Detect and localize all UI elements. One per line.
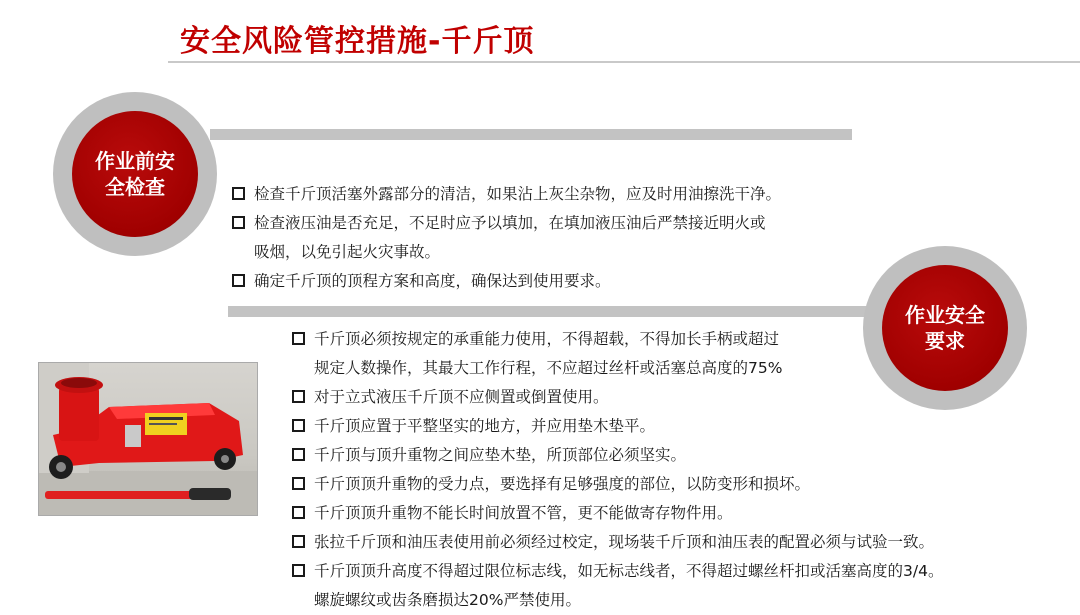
list-item-text: 千斤顶必须按规定的承重能力使用，不得超载，不得加长手柄或超过 bbox=[314, 330, 780, 348]
floor-jack-photo bbox=[38, 362, 258, 516]
checkbox-bullet-icon bbox=[292, 419, 305, 432]
list-item bbox=[292, 412, 943, 441]
section1-badge-inner bbox=[72, 111, 198, 237]
list-item-text: 千斤顶顶升重物不能长时间放置不管，更不能做寄存物件用。 bbox=[314, 504, 733, 522]
list-item-text: 千斤顶应置于平整坚实的地方，并应用垫木垫平。 bbox=[314, 417, 656, 435]
list-item bbox=[292, 499, 943, 528]
list-item-text: 检查千斤顶活塞外露部分的清洁，如果沾上灰尘杂物，应及时用油擦洗干净。 bbox=[254, 185, 782, 203]
list-item bbox=[292, 528, 943, 557]
list-item-text: 规定人数操作，其最大工作行程，不应超过丝杆或活塞总高度的75% bbox=[314, 359, 783, 377]
checkbox-bullet-icon bbox=[292, 390, 305, 403]
list-item-text: 千斤顶顶升重物的受力点，要选择有足够强度的部位，以防变形和损坏。 bbox=[314, 475, 811, 493]
list-item bbox=[232, 267, 781, 296]
title-divider bbox=[168, 61, 1080, 63]
section2-divider-bar bbox=[228, 306, 880, 317]
section1-divider-bar bbox=[210, 129, 852, 140]
list-item bbox=[292, 441, 943, 470]
checkbox-bullet-icon bbox=[232, 187, 245, 200]
section1-badge bbox=[53, 92, 217, 256]
list-item bbox=[232, 180, 781, 209]
checkbox-bullet-icon bbox=[292, 448, 305, 461]
list-item bbox=[292, 557, 943, 615]
checkbox-bullet-icon bbox=[292, 564, 305, 577]
list-item bbox=[292, 470, 943, 499]
pre-work-check-list bbox=[232, 180, 781, 296]
list-item-text: 检查液压油是否充足，不足时应予以填加，在填加液压油后严禁接近明火或 bbox=[254, 214, 766, 232]
checkbox-bullet-icon bbox=[292, 506, 305, 519]
page-title: 安全风险管控措施-千斤顶 bbox=[180, 24, 535, 59]
list-item-text: 千斤顶顶升高度不得超过限位标志线，如无标志线者，不得超过螺丝杆扣或活塞高度的3/4。 bbox=[314, 562, 944, 580]
floor-jack-illustration bbox=[39, 363, 257, 515]
list-item bbox=[232, 209, 781, 267]
list-item-text: 千斤顶与顶升重物之间应垫木垫，所顶部位必须坚实。 bbox=[314, 446, 687, 464]
section2-badge-line: 要求 bbox=[925, 329, 965, 353]
list-item-text: 螺旋螺纹或齿条磨损达20%严禁使用。 bbox=[314, 591, 581, 609]
checkbox-bullet-icon bbox=[292, 477, 305, 490]
section1-badge-line: 作业前安 bbox=[95, 149, 175, 173]
list-item bbox=[292, 325, 943, 383]
list-item-text: 确定千斤顶的顶程方案和高度，确保达到使用要求。 bbox=[254, 272, 611, 290]
checkbox-bullet-icon bbox=[232, 216, 245, 229]
list-item bbox=[292, 383, 943, 412]
checkbox-bullet-icon bbox=[232, 274, 245, 287]
section1-badge-line: 全检查 bbox=[105, 175, 165, 199]
safety-requirements-list bbox=[292, 325, 943, 615]
checkbox-bullet-icon bbox=[292, 535, 305, 548]
list-item-text: 吸烟，以免引起火灾事故。 bbox=[254, 243, 441, 261]
list-item-text: 张拉千斤顶和油压表使用前必须经过校定，现场装千斤顶和油压表的配置必须与试验一致。 bbox=[314, 533, 935, 551]
checkbox-bullet-icon bbox=[292, 332, 305, 345]
list-item-text: 对于立式液压千斤顶不应侧置或倒置使用。 bbox=[314, 388, 609, 406]
section2-badge-line: 作业安全 bbox=[905, 303, 985, 327]
